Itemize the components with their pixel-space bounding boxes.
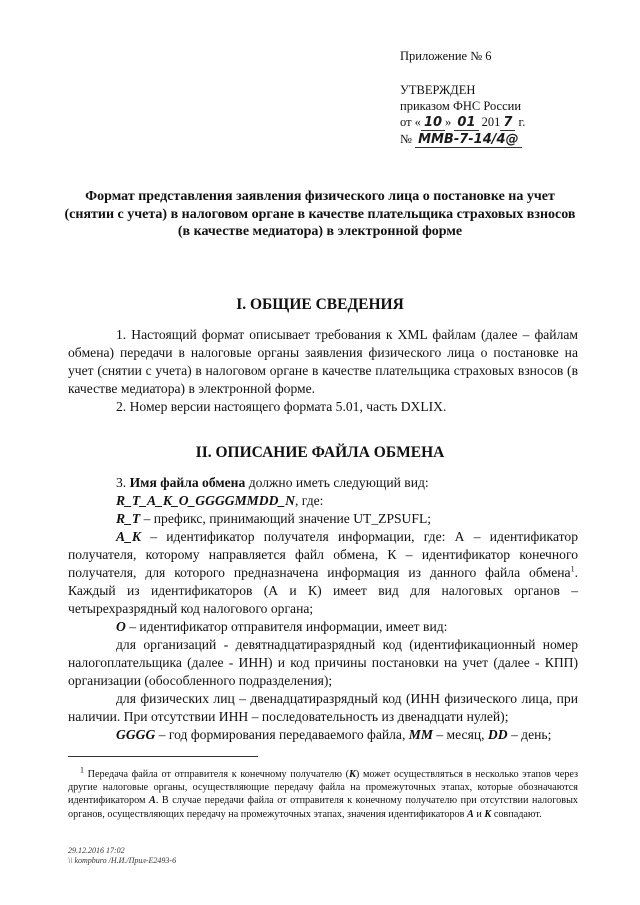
appendix-label: Приложение № 6 (400, 49, 492, 63)
dd-text: – день; (510, 727, 552, 742)
handwritten-year-digit: 7 (500, 115, 515, 131)
section1-body (68, 326, 578, 416)
footnote-divider (68, 756, 258, 757)
footnote (68, 765, 579, 821)
year-suffix: г. (518, 115, 526, 129)
file-name-pattern (68, 492, 578, 510)
footnote-a2: А (467, 808, 474, 820)
mm-text: – месяц, (436, 727, 485, 742)
rt-definition (68, 510, 578, 528)
date-prefix: от « (400, 115, 421, 129)
handwritten-day: 10 (421, 115, 445, 131)
ak-text: – идентификатор получателя информации, где: А – идентификатор получателя, которому направляется файл обмена, К – идентификатор конечного получателя, для которого предназначена информация из данного файла обмена (68, 529, 578, 580)
footnote-mark: 1 (80, 765, 84, 775)
rt-code: R_T (116, 511, 141, 526)
order-number (400, 131, 525, 148)
number-prefix: № (400, 132, 412, 146)
file-metadata (68, 846, 176, 866)
dd-code: DD (487, 727, 508, 742)
document-title: Формат представления заявления физического лица о постановке на учет (снятии с учета) в налоговом органе в качестве плательщика страховых взносов (в качестве медиатора) в электронной форме (64, 189, 576, 239)
gggg-text: – год формирования передаваемого файла, (158, 727, 406, 742)
approved-label: УТВЕРЖДЕН (400, 83, 476, 97)
footnote-and: и (476, 808, 482, 820)
p3-number: 3. (116, 475, 127, 490)
p3-bold-term: Имя файла обмена (129, 475, 246, 490)
footnote-part-2: ) может осуществляться в несколько этапов через другие налоговые органы, осуществляющие передачу файла на промежуточных этапах, которые обозначаются идентификатором (68, 769, 578, 807)
o-code: O (116, 619, 126, 634)
date-mid: » (445, 115, 452, 129)
order-label: приказом ФНС России (400, 99, 522, 113)
footnote-part-3: . В случае передачи файла от отправителя к конечному получателю при отсутствии налоговых органов, осуществляющих передачу на промежуточных этапах, значения идентификаторов (68, 795, 579, 820)
footnote-part-4: совпадают. (493, 808, 542, 820)
org-definition: для организаций - девятнадцатиразрядный код (идентификационный номер налогоплательщика (далее - ИНН) и код причины постановки на учет (далее - КПП) организации (обособленного подразделения); (68, 637, 578, 688)
ak-text-2: . Каждый из идентификаторов (А и К) имеет вид для налоговых органов – четырехразрядный код налогового органа; (68, 565, 578, 616)
section2-heading: II. ОПИСАНИЕ ФАЙЛА ОБМЕНА (195, 444, 445, 461)
footnote-k2: К (484, 808, 492, 820)
order-date (400, 114, 525, 131)
year-prefix: 201 (481, 115, 501, 129)
meta-date: 29.12.2016 17:02 (68, 846, 125, 855)
handwritten-number: ММВ-7-14/4@ (415, 132, 522, 148)
pattern-suffix: , где: (295, 493, 324, 508)
paragraph-1: 1. Настоящий формат описывает требования к XML файлам (далее – файлам обмена) передачи в налоговые органы заявления физического лица о постановке на учет (снятии с учета) в налоговом органе в качестве плательщика страховых взносов (в качестве медиатора) в электронной форме. (68, 327, 578, 396)
p3-rest: должно иметь следующий вид: (248, 475, 429, 490)
footnote-ref: 1 (570, 564, 575, 574)
footnote-k1: К (349, 769, 356, 780)
ak-code: A_K (116, 529, 141, 544)
gggg-code: GGGG (116, 727, 156, 742)
approval-block (400, 48, 525, 148)
footnote-part-1: Передача файла от отправителя к конечному получателю ( (87, 769, 349, 780)
footnote-a1: А (149, 795, 156, 807)
handwritten-month: 01 (454, 115, 478, 131)
section2-body (68, 474, 578, 744)
o-definition (68, 618, 578, 636)
ak-definition (68, 528, 578, 618)
rt-text: – префикс, принимающий значение UT_ZPSUFL; (143, 511, 432, 526)
date-definition (68, 726, 578, 744)
person-definition: для физических лиц – двенадцатиразрядный код (ИНН физического лица, при наличии. При отсутствии ИНН – последовательность из двенадцати нулей); (68, 691, 578, 724)
mm-code: MM (408, 727, 433, 742)
paragraph-3 (68, 474, 578, 492)
footnote-text (68, 765, 579, 821)
pattern-code: R_T_A_K_O_GGGGMMDD_N (116, 493, 295, 508)
paragraph-2: 2. Номер версии настоящего формата 5.01, часть DXLIX. (116, 399, 447, 414)
o-text: – идентификатор отправителя информации, имеет вид: (129, 619, 448, 634)
section1-heading: I. ОБЩИЕ СВЕДЕНИЯ (236, 296, 404, 313)
meta-path: \\ kompburo /Н.И./Прил-Е2493-6 (68, 856, 177, 865)
